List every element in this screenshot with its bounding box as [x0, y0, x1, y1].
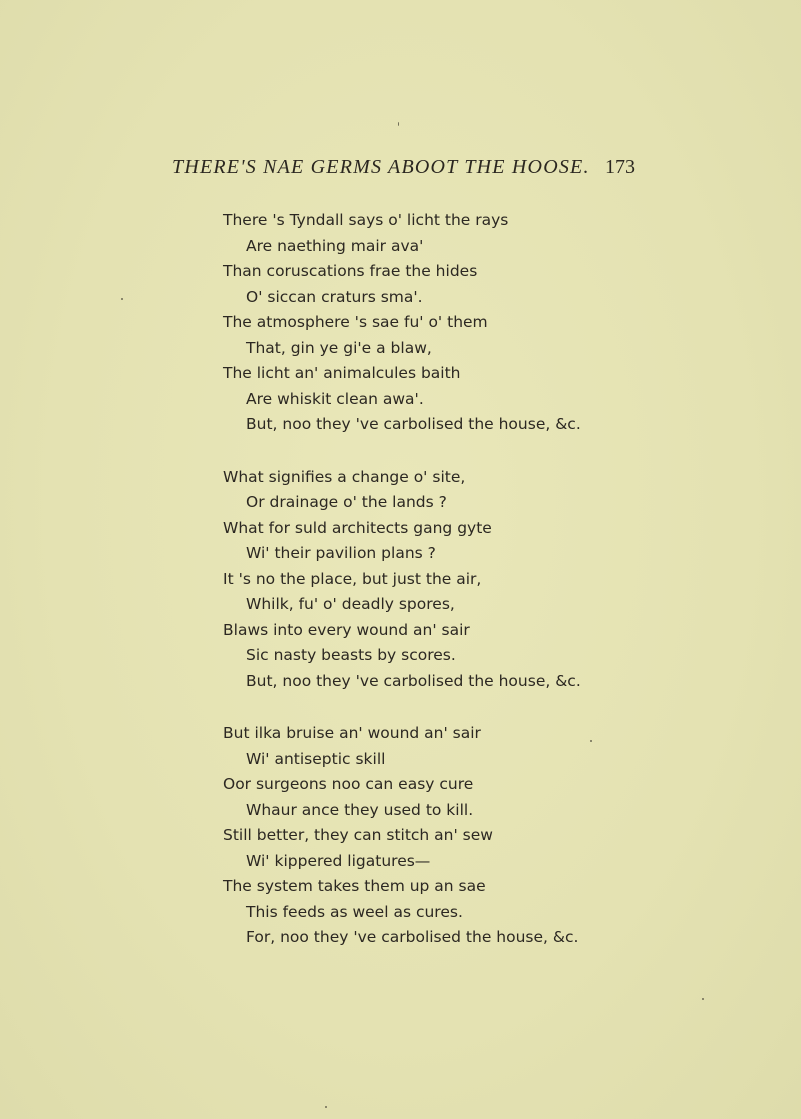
refrain-line: For, noo they 've carbolised the house, &c.: [246, 928, 579, 946]
paper-speck: [590, 740, 592, 742]
paper-speck: [121, 298, 123, 300]
poem-line: What signifies a change o' site,: [223, 467, 466, 486]
poem-line: Sic nasty beasts by scores.: [246, 646, 456, 664]
paper-speck: [702, 998, 704, 1000]
stanza-1: [223, 208, 743, 438]
poem-line: Are naething mair ava': [246, 236, 424, 255]
poem-line: Oor surgeons noo can easy cure: [223, 775, 474, 793]
refrain-line: But, noo they 've carbolised the house, &c.: [246, 415, 581, 433]
poem-line: Than coruscations frae the hides: [223, 262, 478, 280]
poem-line: Or drainage o' the lands ?: [246, 493, 447, 511]
poem-line: But ilka bruise an' wound an' sair: [223, 724, 481, 742]
poem-line: That, gin ye gi'e a blaw,: [246, 338, 432, 357]
stanza-2: [223, 465, 743, 695]
poem-line: There 's Tyndall says o' licht the rays: [223, 211, 509, 229]
poem-line: Still better, they can stitch an' sew: [223, 826, 493, 844]
poem-line: Whilk, fu' o' deadly spores,: [246, 595, 455, 613]
poem-line: What for suld architects gang gyte: [223, 518, 492, 537]
poem-line: The atmosphere 's sae fu' o' them: [223, 313, 488, 331]
poem-line: O' siccan craturs sma'.: [246, 287, 423, 306]
poem-body: [223, 208, 743, 978]
paper-speck: [325, 1106, 327, 1108]
poem-line: Blaws into every wound an' sair: [223, 620, 470, 639]
running-head-title: THERE'S NAE GERMS ABOOT THE HOOSE.: [172, 156, 590, 178]
paper-speck: [398, 122, 399, 126]
poem-line: This feeds as weel as cures.: [246, 902, 463, 921]
poem-line: It 's no the place, but just the air,: [223, 569, 482, 588]
page-number: 173: [605, 156, 635, 178]
stanza-3: [223, 721, 743, 951]
refrain-line: But, noo they 've carbolised the house, &c.: [246, 671, 581, 690]
poem-line: Wi' antiseptic skill: [246, 749, 386, 768]
poem-line: Whaur ance they used to kill.: [246, 800, 474, 819]
poem-line: The system takes them up an sae: [223, 877, 486, 895]
poem-line: Are whiskit clean awa'.: [246, 389, 424, 408]
poem-line: Wi' kippered ligatures—: [246, 851, 431, 870]
poem-line: Wi' their pavilion plans ?: [246, 544, 436, 562]
poem-line: The licht an' animalcules baith: [223, 364, 461, 382]
